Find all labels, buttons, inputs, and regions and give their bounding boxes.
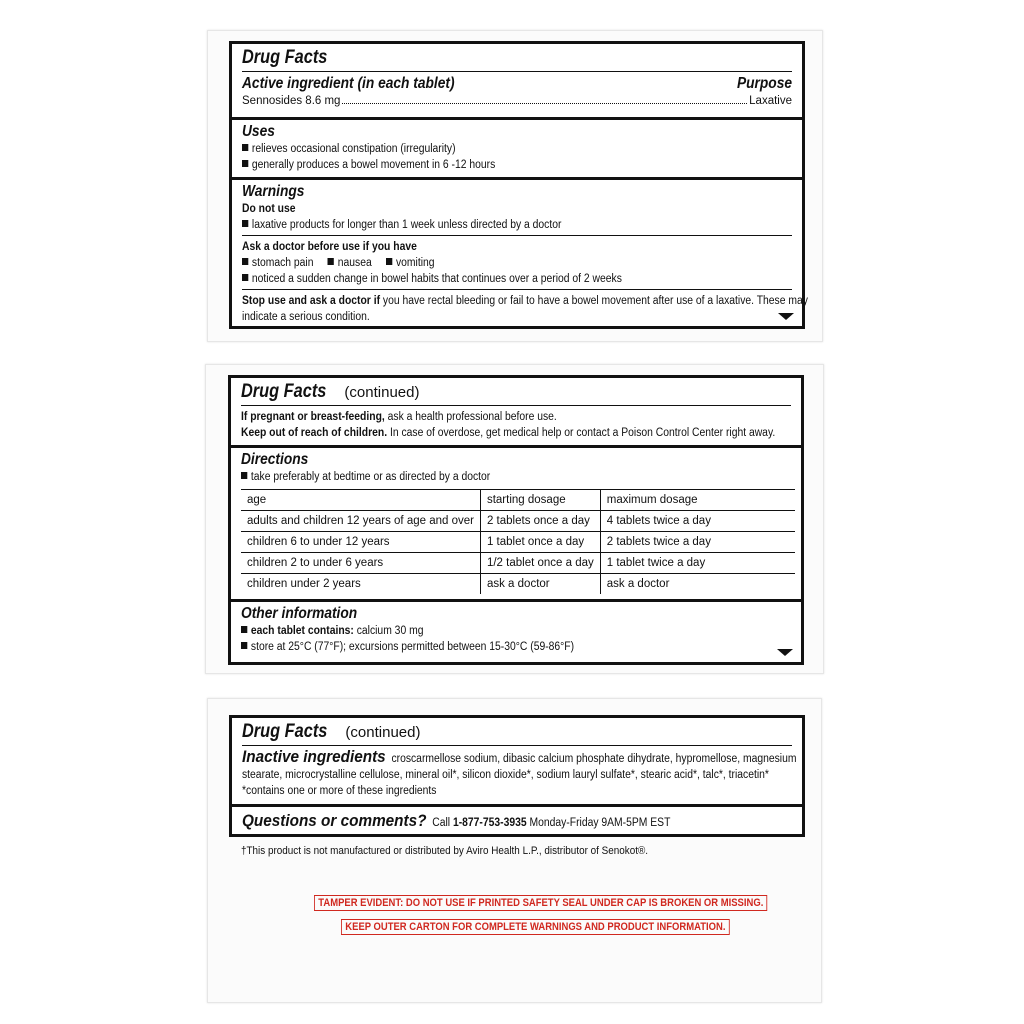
table-cell: 1 tablet once a day [480,532,600,553]
stop-use-text-2: indicate a serious condition. [242,311,370,323]
drug-facts-title: Drug Facts [242,721,328,742]
continue-arrow-icon [777,649,793,656]
questions-section [232,807,802,837]
active-ingredient-section [232,44,802,120]
table-header-row [241,490,795,511]
panel-2 [205,364,824,674]
drug-facts-box-3 [229,715,805,837]
uses-heading: Uses [242,123,275,140]
table-header: starting dosage [480,490,600,511]
questions-line: Questions or comments? Call 1-877-753-3935 Monday-Friday 9AM-5PM EST [242,811,671,830]
ingredient-name: Sennosides 8.6 mg [242,95,341,107]
other-info-heading: Other information [241,605,358,622]
uses-item: relieves occasional constipation (irregularity) [242,141,737,157]
calcium-item: each tablet contains: calcium 30 mg [241,623,736,639]
uses-section [232,120,802,180]
table-header: age [241,490,480,511]
stop-use-text: Stop use and ask a doctor if you have rectal bleeding or fail to have a bowel movement after use of a laxative. These may [242,295,808,307]
directions-section [231,448,801,602]
drug-facts-title: Drug Facts [241,381,327,402]
warnings-section [232,180,808,326]
table-cell: 1/2 tablet once a day [480,553,600,574]
do-not-use-label: Do not use [242,203,296,215]
active-ingredient-heading: Active ingredient (in each tablet) [242,75,455,92]
ask-doctor-label: Ask a doctor before use if you have [242,241,417,253]
inactive-footnote: *contains one or more of these ingredients [242,785,437,797]
dosage-table [241,489,795,594]
table-cell: ask a doctor [600,574,795,595]
continued-label: (continued) [341,724,421,741]
inactive-line-1: Inactive ingredients croscarmellose sodium, dibasic calcium phosphate dihydrate, hypromellose, magnesium [242,747,797,766]
table-cell: children 6 to under 12 years [241,532,480,553]
inactive-line-2: stearate, microcrystalline cellulose, mineral oil*, silicon dioxide*, sodium lauryl sulfate*, stearic acid*, talc*, triacetin* [242,769,769,781]
other-info-section [231,602,801,662]
bowel-change-item: noticed a sudden change in bowel habits that continues over a period of 2 weeks [242,271,737,287]
storage-item: store at 25°C (77°F); excursions permitted between 15-30°C (59-86°F) [241,639,736,655]
table-cell: 1 tablet twice a day [600,553,795,574]
table-cell: children under 2 years [241,574,480,595]
tamper-warning: TAMPER EVIDENT: DO NOT USE IF PRINTED SAFETY SEAL UNDER CAP IS BROKEN OR MISSING. [314,895,768,911]
continue-arrow-icon [778,313,794,320]
panel-3 [207,698,822,1003]
warnings-heading: Warnings [242,183,305,200]
ingredient-purpose: Laxative [749,95,792,107]
pregnancy-text: If pregnant or breast-feeding, ask a health professional before use. [241,411,557,423]
table-cell: children 2 to under 6 years [241,553,480,574]
table-cell: adults and children 12 years of age and over [241,511,480,532]
children-text: Keep out of reach of children. In case of overdose, get medical help or contact a Poison Control Center right away. [241,427,776,439]
table-cell: 2 tablets once a day [480,511,600,532]
table-cell: 2 tablets twice a day [600,532,795,553]
drug-facts-title: Drug Facts [242,47,328,68]
directions-item: take preferably at bedtime or as directed by a doctor [241,469,740,485]
inactive-section [232,718,802,807]
table-row [241,511,795,532]
table-row [241,532,795,553]
table-row [241,574,795,595]
pregnancy-section [231,378,801,448]
drug-facts-box-2 [228,375,804,665]
table-cell: ask a doctor [480,574,600,595]
distributor-footnote: †This product is not manufactured or distributed by Aviro Health L.P., distributor of Senokot®. [241,845,649,857]
purpose-heading: Purpose [736,75,792,92]
drug-facts-box-1 [229,41,808,329]
directions-heading: Directions [241,451,309,468]
phone-number: 1-877-753-3935 [452,817,527,829]
questions-heading: Questions or comments? [242,811,427,830]
uses-item: generally produces a bowel movement in 6 -12 hours [242,157,737,173]
do-not-use-item: laxative products for longer than 1 week unless directed by a doctor [242,217,737,233]
table-row [241,553,795,574]
carton-warning: KEEP OUTER CARTON FOR COMPLETE WARNINGS AND PRODUCT INFORMATION. [341,919,730,935]
panel-1 [207,30,823,342]
inactive-heading: Inactive ingredients [242,747,386,766]
symptoms-list: stomach pain nausea vomiting [242,255,737,271]
table-cell: 4 tablets twice a day [600,511,795,532]
table-header: maximum dosage [600,490,795,511]
continued-label: (continued) [340,384,420,401]
